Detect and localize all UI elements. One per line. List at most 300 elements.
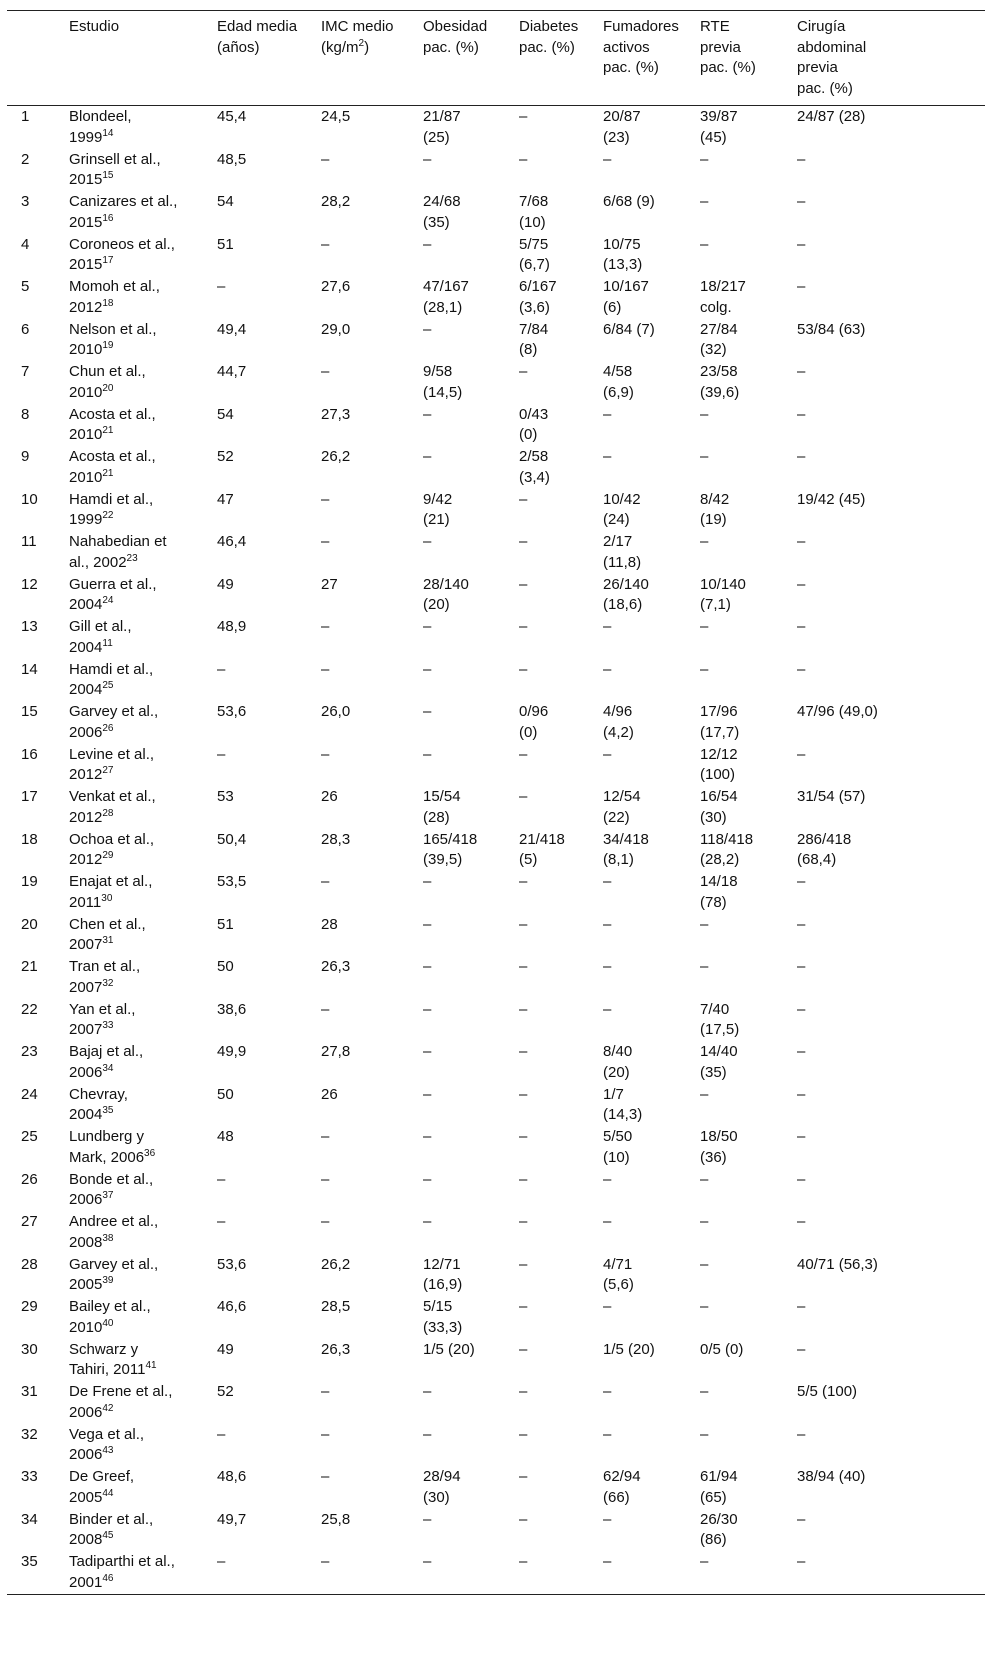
rte-percent: (17,7) [700, 723, 740, 741]
study-reference: 28 [102, 807, 114, 819]
cell-imc-medio [321, 276, 423, 319]
cirugia-count: 24/87 (28) [797, 108, 866, 125]
cell-edad-media [217, 149, 321, 192]
cell-cirugia [797, 786, 985, 829]
cell-edad-media [217, 744, 321, 787]
diabetes-count: – [519, 660, 528, 678]
cell-edad-media [217, 1254, 321, 1297]
table-row [7, 574, 985, 617]
obesidad-count: – [423, 235, 432, 253]
cell-diabetes [519, 234, 603, 277]
rte-count: 16/54 [700, 788, 738, 805]
cell-diabetes [519, 149, 603, 192]
fumadores-count: 6/68 (9) [603, 193, 655, 210]
cell-edad-media [217, 914, 321, 957]
row-number: 10 [21, 490, 38, 508]
study-year: al., 2002 [69, 553, 127, 571]
cell-cirugia [797, 276, 985, 319]
obesidad-count: – [423, 1000, 432, 1018]
edad-value: 50 [217, 1085, 234, 1103]
cell-diabetes [519, 999, 603, 1042]
obesidad-count: – [423, 1425, 432, 1443]
imc-value: 28,5 [321, 1298, 351, 1315]
cell-number [7, 956, 69, 999]
table-row [7, 1551, 985, 1594]
row-number: 33 [21, 1468, 38, 1485]
imc-value: 28,2 [321, 193, 351, 210]
cell-fumadores [603, 1169, 700, 1212]
study-author: Bajaj et al., [69, 1043, 144, 1060]
imc-value: – [321, 533, 330, 550]
cell-number [7, 871, 69, 914]
cell-cirugia [797, 1296, 985, 1339]
cell-obesidad [423, 999, 519, 1042]
rte-count: 0/5 (0) [700, 1340, 744, 1358]
cell-number [7, 1381, 69, 1424]
cell-edad-media [217, 956, 321, 999]
cirugia-count: 47/96 (49,0) [797, 703, 878, 720]
cell-edad-media [217, 1424, 321, 1467]
cell-number [7, 786, 69, 829]
diabetes-count: – [519, 1383, 528, 1400]
row-number: 31 [21, 1383, 38, 1400]
cell-edad-media [217, 234, 321, 277]
header-diabetes-line2: pac. (%) [519, 38, 575, 56]
edad-value: 48,9 [217, 618, 247, 635]
obesidad-percent: (28,1) [423, 298, 463, 316]
cirugia-count: – [797, 235, 806, 253]
diabetes-count: – [519, 915, 528, 933]
cell-imc-medio [321, 829, 423, 872]
obesidad-count: – [423, 703, 432, 720]
cell-fumadores [603, 191, 700, 234]
table-row [7, 829, 985, 872]
study-reference: 24 [102, 595, 114, 606]
study-author: Tran et al., [69, 958, 141, 975]
cell-estudio [69, 404, 217, 447]
fumadores-count: 10/167 [603, 278, 649, 295]
study-year: 2015 [69, 213, 103, 231]
cell-obesidad [423, 1254, 519, 1297]
imc-value: – [321, 1553, 330, 1570]
cell-cirugia [797, 1551, 985, 1594]
edad-value: 49 [217, 1340, 234, 1358]
cell-diabetes [519, 659, 603, 702]
table-row [7, 234, 985, 277]
cell-obesidad [423, 956, 519, 999]
cirugia-count: – [797, 150, 806, 168]
header-row [7, 11, 985, 106]
cell-imc-medio [321, 446, 423, 489]
rte-count: – [700, 193, 709, 210]
cell-imc-medio [321, 149, 423, 192]
cell-diabetes [519, 1254, 603, 1297]
cell-rte [700, 1169, 797, 1212]
cell-obesidad [423, 574, 519, 617]
cell-estudio [69, 149, 217, 192]
diabetes-percent: (6,7) [519, 256, 550, 273]
cell-number [7, 999, 69, 1042]
cell-fumadores [603, 1296, 700, 1339]
cirugia-count: – [797, 278, 806, 295]
header-estudio: Estudio [69, 18, 120, 35]
study-year: 2008 [69, 1531, 103, 1548]
diabetes-count: – [519, 363, 528, 380]
cell-imc-medio [321, 786, 423, 829]
diabetes-count: – [519, 1340, 528, 1358]
study-author: Coroneos et al., [69, 235, 175, 253]
obesidad-count: 12/71 [423, 1255, 461, 1273]
rte-count: 18/217 [700, 278, 746, 295]
fumadores-percent: (24) [603, 511, 630, 528]
cell-number [7, 404, 69, 447]
cell-fumadores [603, 276, 700, 319]
study-year: 2005 [69, 1488, 103, 1506]
imc-value: – [321, 235, 330, 253]
obesidad-percent: (39,5) [423, 851, 463, 868]
table-row [7, 1041, 985, 1084]
rte-percent: (19) [700, 511, 727, 528]
edad-value: 53,6 [217, 703, 247, 720]
header-obesidad-line2: pac. (%) [423, 38, 479, 56]
rte-count: – [700, 1255, 709, 1273]
cell-diabetes [519, 701, 603, 744]
cell-rte [700, 914, 797, 957]
row-number: 30 [21, 1340, 38, 1358]
fumadores-count: 4/71 [603, 1255, 633, 1273]
row-number: 14 [21, 660, 38, 678]
edad-value: 45,4 [217, 108, 247, 125]
row-number: 11 [21, 533, 37, 550]
table-row [7, 616, 985, 659]
row-number: 5 [21, 278, 30, 295]
rte-percent: (7,1) [700, 596, 731, 613]
cell-edad-media [217, 1126, 321, 1169]
cell-obesidad [423, 489, 519, 532]
table-header [7, 11, 985, 106]
row-number: 6 [21, 320, 30, 338]
obesidad-count: 5/15 [423, 1298, 453, 1315]
table-body [7, 106, 985, 1595]
fumadores-count: – [603, 405, 612, 423]
study-year: 2006 [69, 1403, 103, 1421]
fumadores-count: 20/87 [603, 108, 641, 125]
cirugia-count: – [797, 660, 806, 678]
cirugia-count: – [797, 448, 806, 465]
cirugia-count: – [797, 1340, 806, 1358]
edad-value: 54 [217, 193, 234, 210]
study-year: Tahiri, 2011 [69, 1361, 146, 1378]
edad-value: 44,7 [217, 363, 247, 380]
cell-rte [700, 191, 797, 234]
fumadores-count: 5/50 [603, 1128, 633, 1145]
header-fumadores [603, 11, 700, 106]
fumadores-count: – [603, 1000, 612, 1018]
edad-value: 38,6 [217, 1000, 247, 1018]
imc-value: – [321, 150, 330, 168]
cell-diabetes [519, 276, 603, 319]
cell-imc-medio [321, 1509, 423, 1552]
cell-obesidad [423, 276, 519, 319]
cell-cirugia [797, 1211, 985, 1254]
study-reference: 31 [102, 935, 114, 946]
study-year: 2011 [69, 893, 102, 911]
table-container [7, 10, 985, 1595]
rte-percent: (39,6) [700, 383, 740, 401]
imc-value: 26 [321, 1085, 338, 1103]
cell-estudio [69, 999, 217, 1042]
fumadores-percent: (13,3) [603, 256, 643, 273]
rte-percent: (36) [700, 1148, 727, 1166]
cell-number [7, 574, 69, 617]
cell-imc-medio [321, 1041, 423, 1084]
cell-cirugia [797, 1509, 985, 1552]
fumadores-count: – [603, 873, 612, 890]
cell-imc-medio [321, 531, 423, 574]
diabetes-count: – [519, 1085, 528, 1103]
cell-obesidad [423, 659, 519, 702]
cell-obesidad [423, 1169, 519, 1212]
study-author: Venkat et al., [69, 788, 156, 805]
study-year: 2004 [69, 681, 103, 698]
cell-edad-media [217, 574, 321, 617]
diabetes-count: 21/418 [519, 830, 565, 848]
obesidad-count: 9/58 [423, 363, 453, 380]
fumadores-count: 10/75 [603, 235, 641, 253]
table-row [7, 361, 985, 404]
obesidad-count: 28/140 [423, 575, 469, 593]
obesidad-percent: (21) [423, 511, 450, 528]
table-row [7, 319, 985, 362]
table-row [7, 914, 985, 957]
fumadores-count: – [603, 1213, 612, 1230]
header-cirugia-line2: abdominal [797, 38, 867, 56]
row-number: 8 [21, 405, 30, 423]
imc-value: – [321, 1213, 330, 1230]
diabetes-count: 0/96 [519, 703, 549, 720]
header-fumadores-line3: pac. (%) [603, 59, 659, 76]
cell-obesidad [423, 361, 519, 404]
study-author: Blondeel, [69, 108, 132, 125]
cell-fumadores [603, 1381, 700, 1424]
cell-diabetes [519, 956, 603, 999]
cell-number [7, 659, 69, 702]
rte-count: – [700, 915, 709, 933]
cell-obesidad [423, 1084, 519, 1127]
edad-value: 49,9 [217, 1043, 247, 1060]
cell-cirugia [797, 616, 985, 659]
obesidad-count: – [423, 745, 432, 763]
obesidad-count: – [423, 1213, 432, 1230]
cell-imc-medio [321, 234, 423, 277]
cell-estudio [69, 914, 217, 957]
edad-value: 48 [217, 1128, 234, 1145]
edad-value: 53,5 [217, 873, 247, 890]
cell-edad-media [217, 276, 321, 319]
cell-cirugia [797, 446, 985, 489]
cirugia-count: – [797, 363, 806, 380]
fumadores-count: 1/7 [603, 1085, 624, 1103]
rte-count: – [700, 235, 709, 253]
cell-fumadores [603, 1084, 700, 1127]
study-year: 2001 [69, 1573, 103, 1591]
fumadores-count: 1/5 (20) [603, 1340, 655, 1358]
fumadores-count: – [603, 745, 612, 763]
fumadores-percent: (10) [603, 1148, 630, 1166]
study-year: 2010 [69, 1318, 103, 1336]
row-number: 17 [21, 788, 38, 805]
study-reference: 45 [102, 1530, 114, 1541]
diabetes-count: – [519, 745, 528, 763]
diabetes-count: – [519, 1510, 528, 1528]
cell-cirugia [797, 829, 985, 872]
cell-rte [700, 871, 797, 914]
row-number: 3 [21, 193, 30, 210]
cell-number [7, 1211, 69, 1254]
study-reference: 29 [102, 850, 114, 861]
diabetes-count: 0/43 [519, 405, 549, 423]
cell-obesidad [423, 1509, 519, 1552]
cell-rte [700, 1551, 797, 1594]
cell-rte [700, 319, 797, 362]
cell-number [7, 1551, 69, 1594]
study-author: Garvey et al., [69, 703, 159, 720]
rte-count: 27/84 [700, 320, 738, 338]
study-author: Acosta et al., [69, 405, 156, 423]
cell-edad-media [217, 1339, 321, 1382]
cell-number [7, 319, 69, 362]
rte-count: – [700, 618, 709, 635]
cell-rte [700, 956, 797, 999]
fumadores-count: 2/17 [603, 533, 633, 550]
cell-diabetes [519, 1509, 603, 1552]
obesidad-count: – [423, 618, 432, 635]
obesidad-count: – [423, 958, 432, 975]
study-author: Lundberg y [69, 1128, 145, 1145]
study-reference: 42 [102, 1402, 114, 1414]
fumadores-percent: (18,6) [603, 596, 643, 613]
diabetes-percent: (3,4) [519, 468, 550, 486]
cell-estudio [69, 1084, 217, 1127]
study-year: 2007 [69, 936, 103, 953]
study-reference: 38 [102, 1232, 114, 1244]
cell-fumadores [603, 871, 700, 914]
obesidad-percent: (25) [423, 128, 450, 146]
row-number: 27 [21, 1213, 38, 1230]
cell-estudio [69, 829, 217, 872]
rte-count: 61/94 [700, 1468, 738, 1485]
row-number: 2 [21, 150, 30, 168]
cirugia-count: 40/71 (56,3) [797, 1255, 878, 1273]
study-reference: 27 [102, 765, 114, 776]
study-year: 1999 [69, 511, 103, 528]
obesidad-count: 9/42 [423, 490, 453, 508]
study-reference: 36 [144, 1147, 156, 1159]
study-author: Hamdi et al., [69, 490, 154, 508]
obesidad-percent: (28) [423, 808, 450, 826]
imc-value: 27 [321, 575, 338, 593]
imc-value: 26 [321, 788, 338, 805]
obesidad-count: – [423, 150, 432, 168]
table-row [7, 1254, 985, 1297]
edad-value: 50 [217, 958, 234, 975]
obesidad-count: – [423, 1043, 432, 1060]
cell-imc-medio [321, 404, 423, 447]
study-reference: 44 [102, 1487, 114, 1499]
edad-value: 49,7 [217, 1510, 247, 1528]
cell-fumadores [603, 404, 700, 447]
cell-fumadores [603, 914, 700, 957]
cell-number [7, 1424, 69, 1467]
fumadores-percent: (6,9) [603, 383, 634, 401]
diabetes-percent: (0) [519, 426, 538, 443]
edad-value: 49,4 [217, 320, 247, 338]
study-author: Vega et al., [69, 1425, 145, 1443]
fumadores-percent: (66) [603, 1488, 630, 1506]
fumadores-percent: (6) [603, 298, 622, 316]
cell-cirugia [797, 1084, 985, 1127]
obesidad-count: – [423, 405, 432, 423]
obesidad-count: – [423, 873, 432, 890]
study-year: 2008 [69, 1233, 103, 1251]
study-reference: 14 [102, 127, 114, 139]
cell-obesidad [423, 1551, 519, 1594]
cell-obesidad [423, 1211, 519, 1254]
cell-obesidad [423, 744, 519, 787]
study-reference: 37 [102, 1190, 114, 1201]
table-row [7, 744, 985, 787]
diabetes-count: 2/58 [519, 448, 549, 465]
cell-imc-medio [321, 956, 423, 999]
cell-edad-media [217, 1169, 321, 1212]
rte-count: 14/18 [700, 873, 738, 890]
cirugia-count: – [797, 533, 806, 550]
cell-estudio [69, 1551, 217, 1594]
cell-estudio [69, 1466, 217, 1509]
row-number: 34 [21, 1510, 38, 1528]
study-reference: 16 [102, 212, 114, 224]
rte-percent: (35) [700, 1063, 727, 1081]
cirugia-count: 286/418 [797, 830, 852, 848]
edad-value: – [217, 1425, 226, 1443]
cell-fumadores [603, 744, 700, 787]
cell-cirugia [797, 659, 985, 702]
cell-edad-media [217, 871, 321, 914]
cell-number [7, 191, 69, 234]
cell-edad-media [217, 361, 321, 404]
study-author: Acosta et al., [69, 448, 156, 465]
header-imc-unit: (kg/m [321, 38, 359, 56]
obesidad-count: – [423, 320, 432, 338]
fumadores-count: – [603, 448, 612, 465]
rte-count: – [700, 1553, 709, 1570]
cell-obesidad [423, 149, 519, 192]
diabetes-count: – [519, 618, 528, 635]
cell-imc-medio [321, 744, 423, 787]
diabetes-percent: (5) [519, 851, 538, 868]
cell-estudio [69, 1211, 217, 1254]
cell-estudio [69, 786, 217, 829]
row-number: 35 [21, 1553, 38, 1570]
cell-edad-media [217, 786, 321, 829]
cirugia-count: – [797, 1553, 806, 1570]
cell-fumadores [603, 489, 700, 532]
cell-cirugia [797, 574, 985, 617]
row-number: 23 [21, 1043, 38, 1060]
header-imc-line1: IMC medio [321, 18, 394, 35]
obesidad-count: 28/94 [423, 1468, 461, 1485]
cirugia-count: – [797, 1213, 806, 1230]
